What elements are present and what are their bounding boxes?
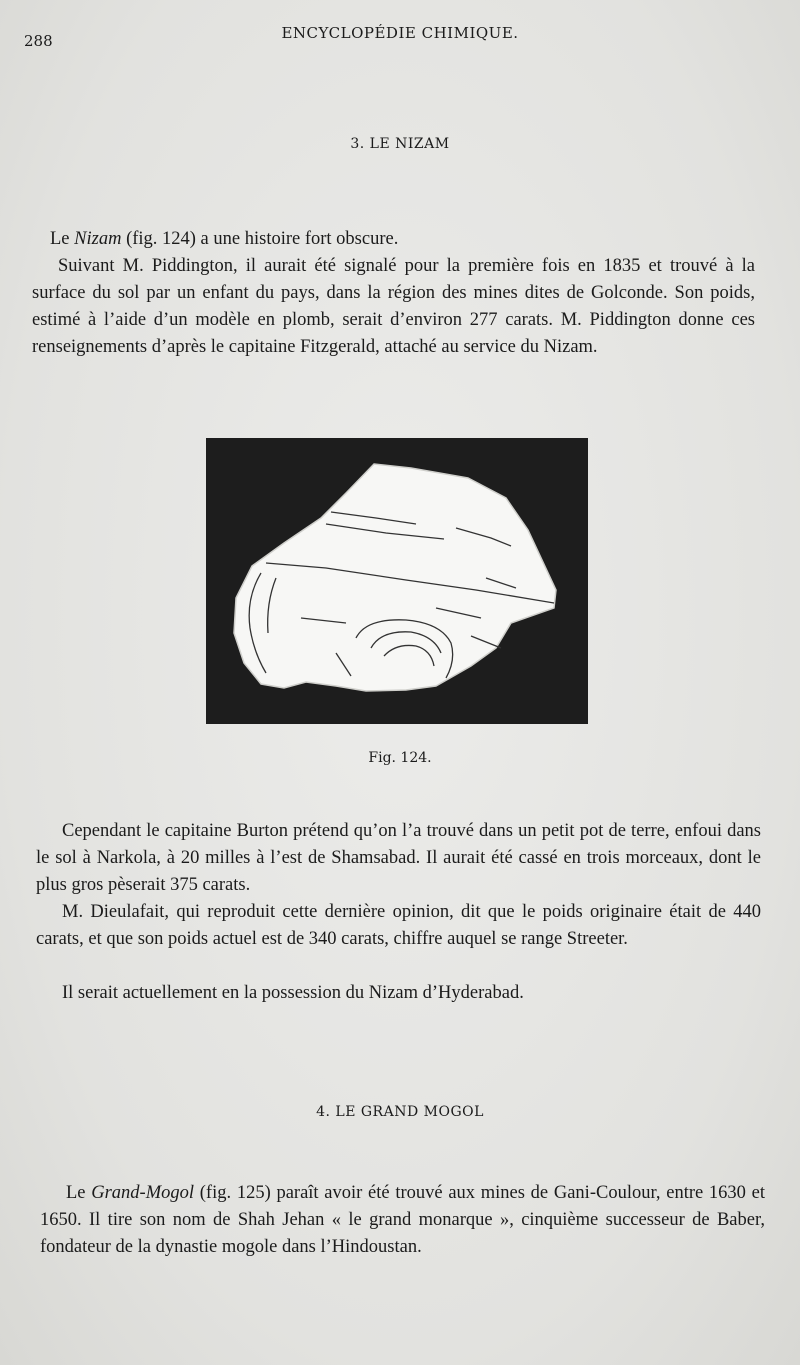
figure-nizam-diamond [206, 438, 588, 724]
grand-mogol-intro-post: (fig. 125) paraît avoir été trouvé aux mines de Gani-Coulour, entre 1630 et 1650. Il tire son nom de Shah Jehan « le grand monarque », cinquième successeur de Baber, fondateur de la dynastie mogole dans l’Hindoustan. [40, 1183, 766, 1257]
nizam-intro-paragraph [50, 226, 755, 253]
running-head [0, 22, 800, 50]
grand-mogol-intro-paragraph [40, 1180, 765, 1261]
journal-title: ENCYCLOPÉDIE CHIMIQUE. [281, 24, 519, 42]
page-number: 288 [24, 32, 53, 50]
figure-caption: Fig. 124. [368, 750, 432, 766]
grand-mogol-intro-name: Grand-Mogol [91, 1183, 195, 1203]
section-heading-nizam: 3. LE NIZAM [350, 136, 450, 152]
nizam-intro-pre: Le [50, 229, 75, 249]
burton-paragraph-3: Il serait actuellement en la possession du Nizam d’Hyderabad. [62, 983, 524, 1003]
section-heading-grand-mogol: 4. LE GRAND MOGOL [316, 1104, 484, 1120]
nizam-intro-name: Nizam [74, 229, 122, 249]
burton-paragraph-2: M. Dieulafait, qui reproduit cette dernière opinion, dit que le poids originaire était de 440 carats, et que son poids actuel est de 340 carats, chiffre auquel se range Streeter. [36, 902, 761, 949]
burton-paragraph-1: Cependant le capitaine Burton prétend qu’on l’a trouvé dans un petit pot de terre, enfoui dans le sol à Narkola, à 20 milles à l’est de Shamsabad. Il aurait été cassé en trois morceaux, dont le plus gros pèserait 375 carats. [36, 821, 761, 895]
nizam-paragraph-2: Suivant M. Piddington, il aurait été signalé pour la première fois en 1835 et trouvé à la surface du sol par un enfant du pays, dans la région des mines dites de Golconde. Son poids, estimé à l’aide d’un modèle en plomb, serait d’environ 277 carats. M. Piddington donne ces renseignements d’après le capitaine Fitzgerald, attaché au service du Nizam. [32, 256, 755, 357]
grand-mogol-intro-pre: Le [66, 1183, 92, 1203]
diamond-illustration [206, 438, 588, 724]
nizam-intro-post: (fig. 124) a une histoire fort obscure. [121, 229, 399, 249]
